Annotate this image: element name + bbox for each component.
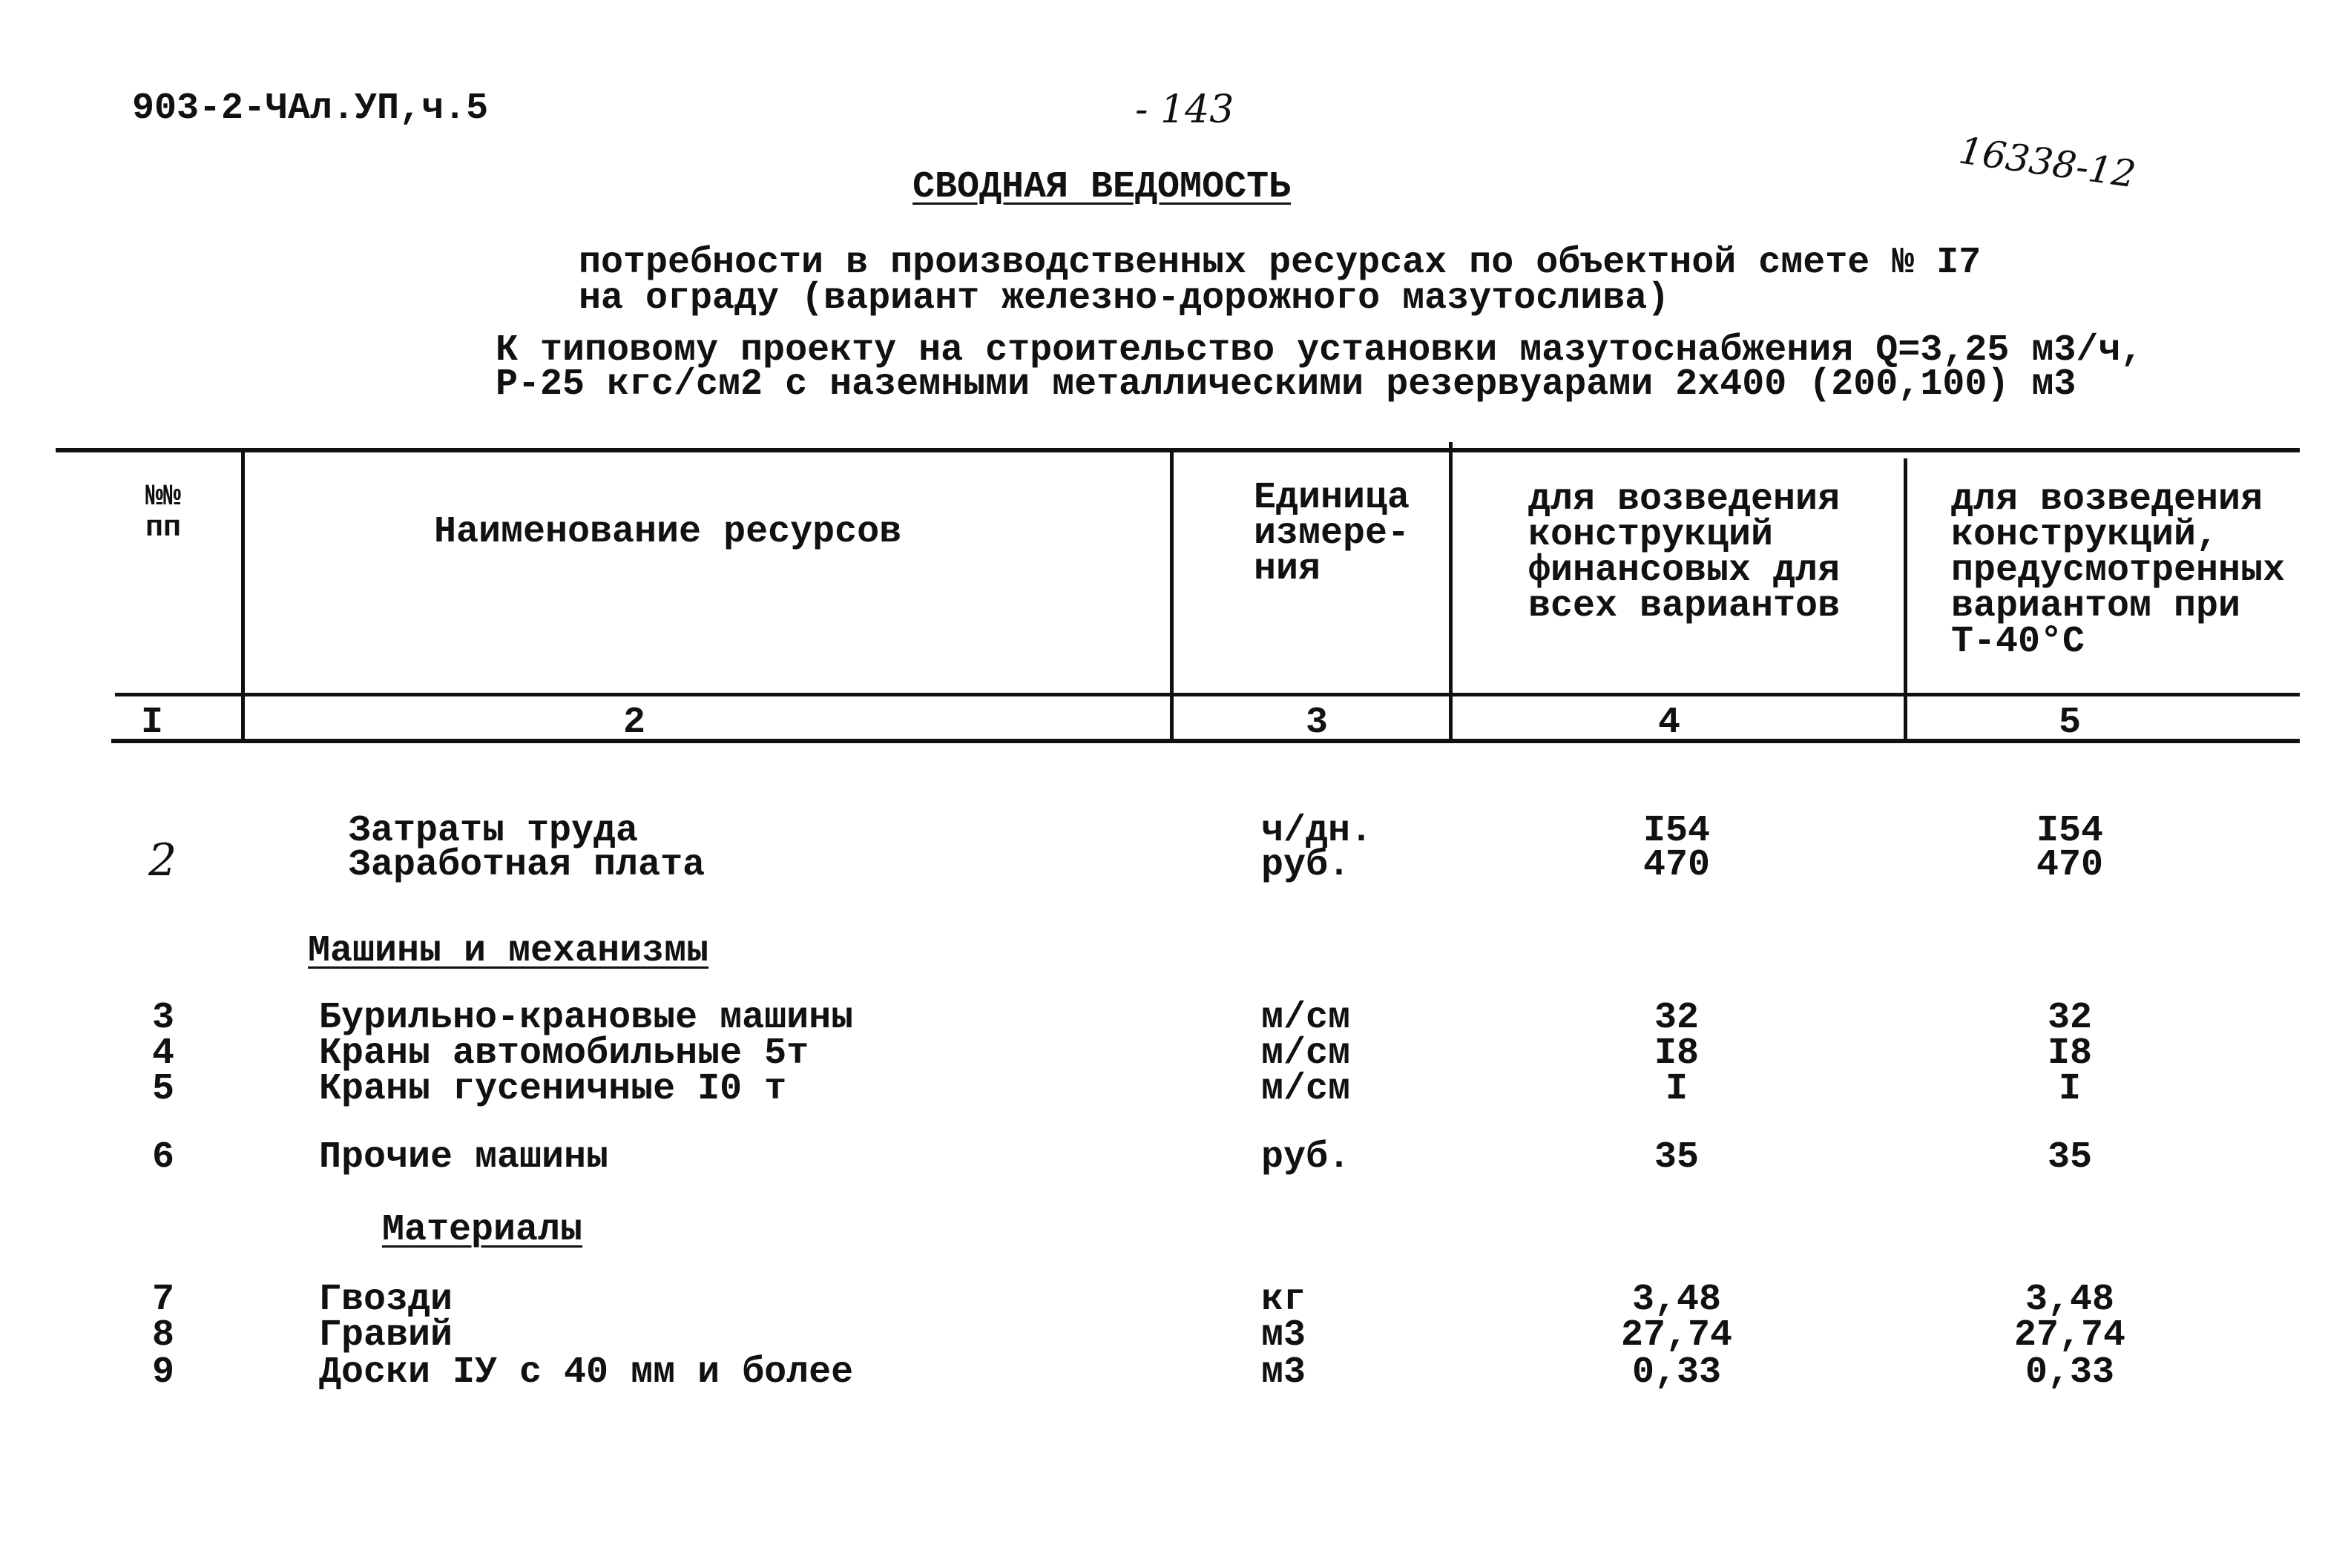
value-column-4: 3,48: [1631, 1279, 1722, 1321]
column-divider-4: [1904, 458, 1907, 743]
column-divider-1: [241, 448, 245, 743]
table-header-rule: [115, 693, 2300, 696]
value-column-4: 0,33: [1631, 1351, 1722, 1394]
value-column-4: 32: [1654, 997, 1699, 1039]
value-column-4: I54: [1642, 810, 1710, 852]
column-number-1: I: [140, 702, 163, 744]
project-line-2: Р-25 кгс/см2 с наземными металлическими резервуарами 2х400 (200,100) м3: [496, 363, 2076, 406]
header-unit: Единица измере- ния: [1254, 477, 1410, 590]
value-column-4: 35: [1654, 1136, 1699, 1179]
row-number: 8: [151, 1314, 174, 1357]
table-row: [0, 997, 2348, 1039]
row-number: 6: [151, 1136, 174, 1179]
handwritten-stamp: 16338-12: [1956, 128, 2139, 197]
page-number: - 143: [1135, 88, 1234, 132]
row-number: 5: [151, 1068, 174, 1110]
resource-unit: м/см: [1261, 997, 1351, 1039]
table-number-rule: [111, 739, 2300, 743]
resource-unit: м3: [1261, 1314, 1306, 1357]
table-row: [0, 1032, 2348, 1075]
subtitle-line-1: потребности в производственных ресурсах по объектной смете № I7: [579, 242, 1982, 284]
value-column-4: I: [1665, 1068, 1688, 1110]
header-column-4: для возведения конструкций финансовых для всех вариантов: [1528, 478, 1841, 627]
header-column-5: для возведения конструкций, предусмотренных вариантом при Т-40°С: [1951, 478, 2286, 663]
column-number-5: 5: [2058, 702, 2081, 744]
column-divider-2: [1170, 448, 1174, 743]
column-number-2: 2: [622, 702, 645, 744]
document-code: 903-2-ЧАл.УП,ч.5: [132, 88, 489, 130]
table-row: [0, 1279, 2348, 1321]
section-title-machines: Машины и механизмы: [308, 930, 709, 972]
value-column-5: I54: [2036, 810, 2103, 852]
subtitle-line-2: на ограду (вариант железно-дорожного мазутослива): [579, 277, 1670, 320]
table-row: [0, 1068, 2348, 1110]
resource-unit: м/см: [1261, 1068, 1351, 1110]
resource-unit: кг: [1261, 1279, 1306, 1321]
table-row: [0, 1314, 2348, 1357]
header-resource-name: Наименование ресурсов: [434, 511, 902, 553]
resource-unit: руб.: [1261, 1136, 1351, 1179]
column-number-3: 3: [1305, 702, 1328, 744]
header-row-number: №№ пп: [145, 481, 181, 545]
table-row: [0, 844, 2348, 886]
resource-name: Краны гусеничные I0 т: [319, 1068, 787, 1110]
section-title-materials: Материалы: [382, 1209, 583, 1251]
resource-name: Гвозди: [319, 1279, 453, 1321]
row-number: 3: [151, 997, 174, 1039]
table-top-rule: [56, 448, 2300, 452]
value-column-5: 3,48: [2025, 1279, 2115, 1321]
value-column-5: 27,74: [2013, 1314, 2126, 1357]
value-column-4: 470: [1642, 844, 1710, 886]
value-column-5: 32: [2047, 997, 2092, 1039]
column-number-4: 4: [1657, 702, 1680, 744]
resource-name: Прочие машины: [319, 1136, 609, 1179]
document-title: СВОДНАЯ ВЕДОМОСТЬ: [912, 166, 1292, 208]
table-row: [0, 1351, 2348, 1394]
resource-name: Гравий: [319, 1314, 453, 1357]
resource-name: Бурильно-крановые машины: [319, 997, 854, 1039]
row-number: 4: [151, 1032, 174, 1075]
value-column-4: 27,74: [1620, 1314, 1733, 1357]
table-row: [0, 1136, 2348, 1179]
value-column-5: 470: [2036, 844, 2103, 886]
resource-name: Краны автомобильные 5т: [319, 1032, 809, 1075]
resource-unit: м3: [1261, 1351, 1306, 1394]
value-column-4: I8: [1654, 1032, 1699, 1075]
resource-unit: м/см: [1261, 1032, 1351, 1075]
resource-name: Заработная плата: [349, 844, 706, 886]
value-column-5: 35: [2047, 1136, 2092, 1179]
value-column-5: I: [2058, 1068, 2081, 1110]
project-line-1: К типовому проекту на строительство установки мазутоснабжения Q=3,25 м3/ч,: [496, 329, 2143, 372]
value-column-5: 0,33: [2025, 1351, 2115, 1394]
row-number: 7: [151, 1279, 174, 1321]
resource-unit: руб.: [1261, 844, 1351, 886]
resource-name: Доски IУ с 40 мм и более: [319, 1351, 854, 1394]
row-number: 9: [151, 1351, 174, 1394]
column-divider-3: [1449, 442, 1453, 743]
value-column-5: I8: [2047, 1032, 2092, 1075]
resource-unit: ч/дн.: [1261, 810, 1373, 852]
resource-name: Затраты труда: [349, 810, 639, 852]
labor-row-number: 2: [148, 834, 177, 886]
